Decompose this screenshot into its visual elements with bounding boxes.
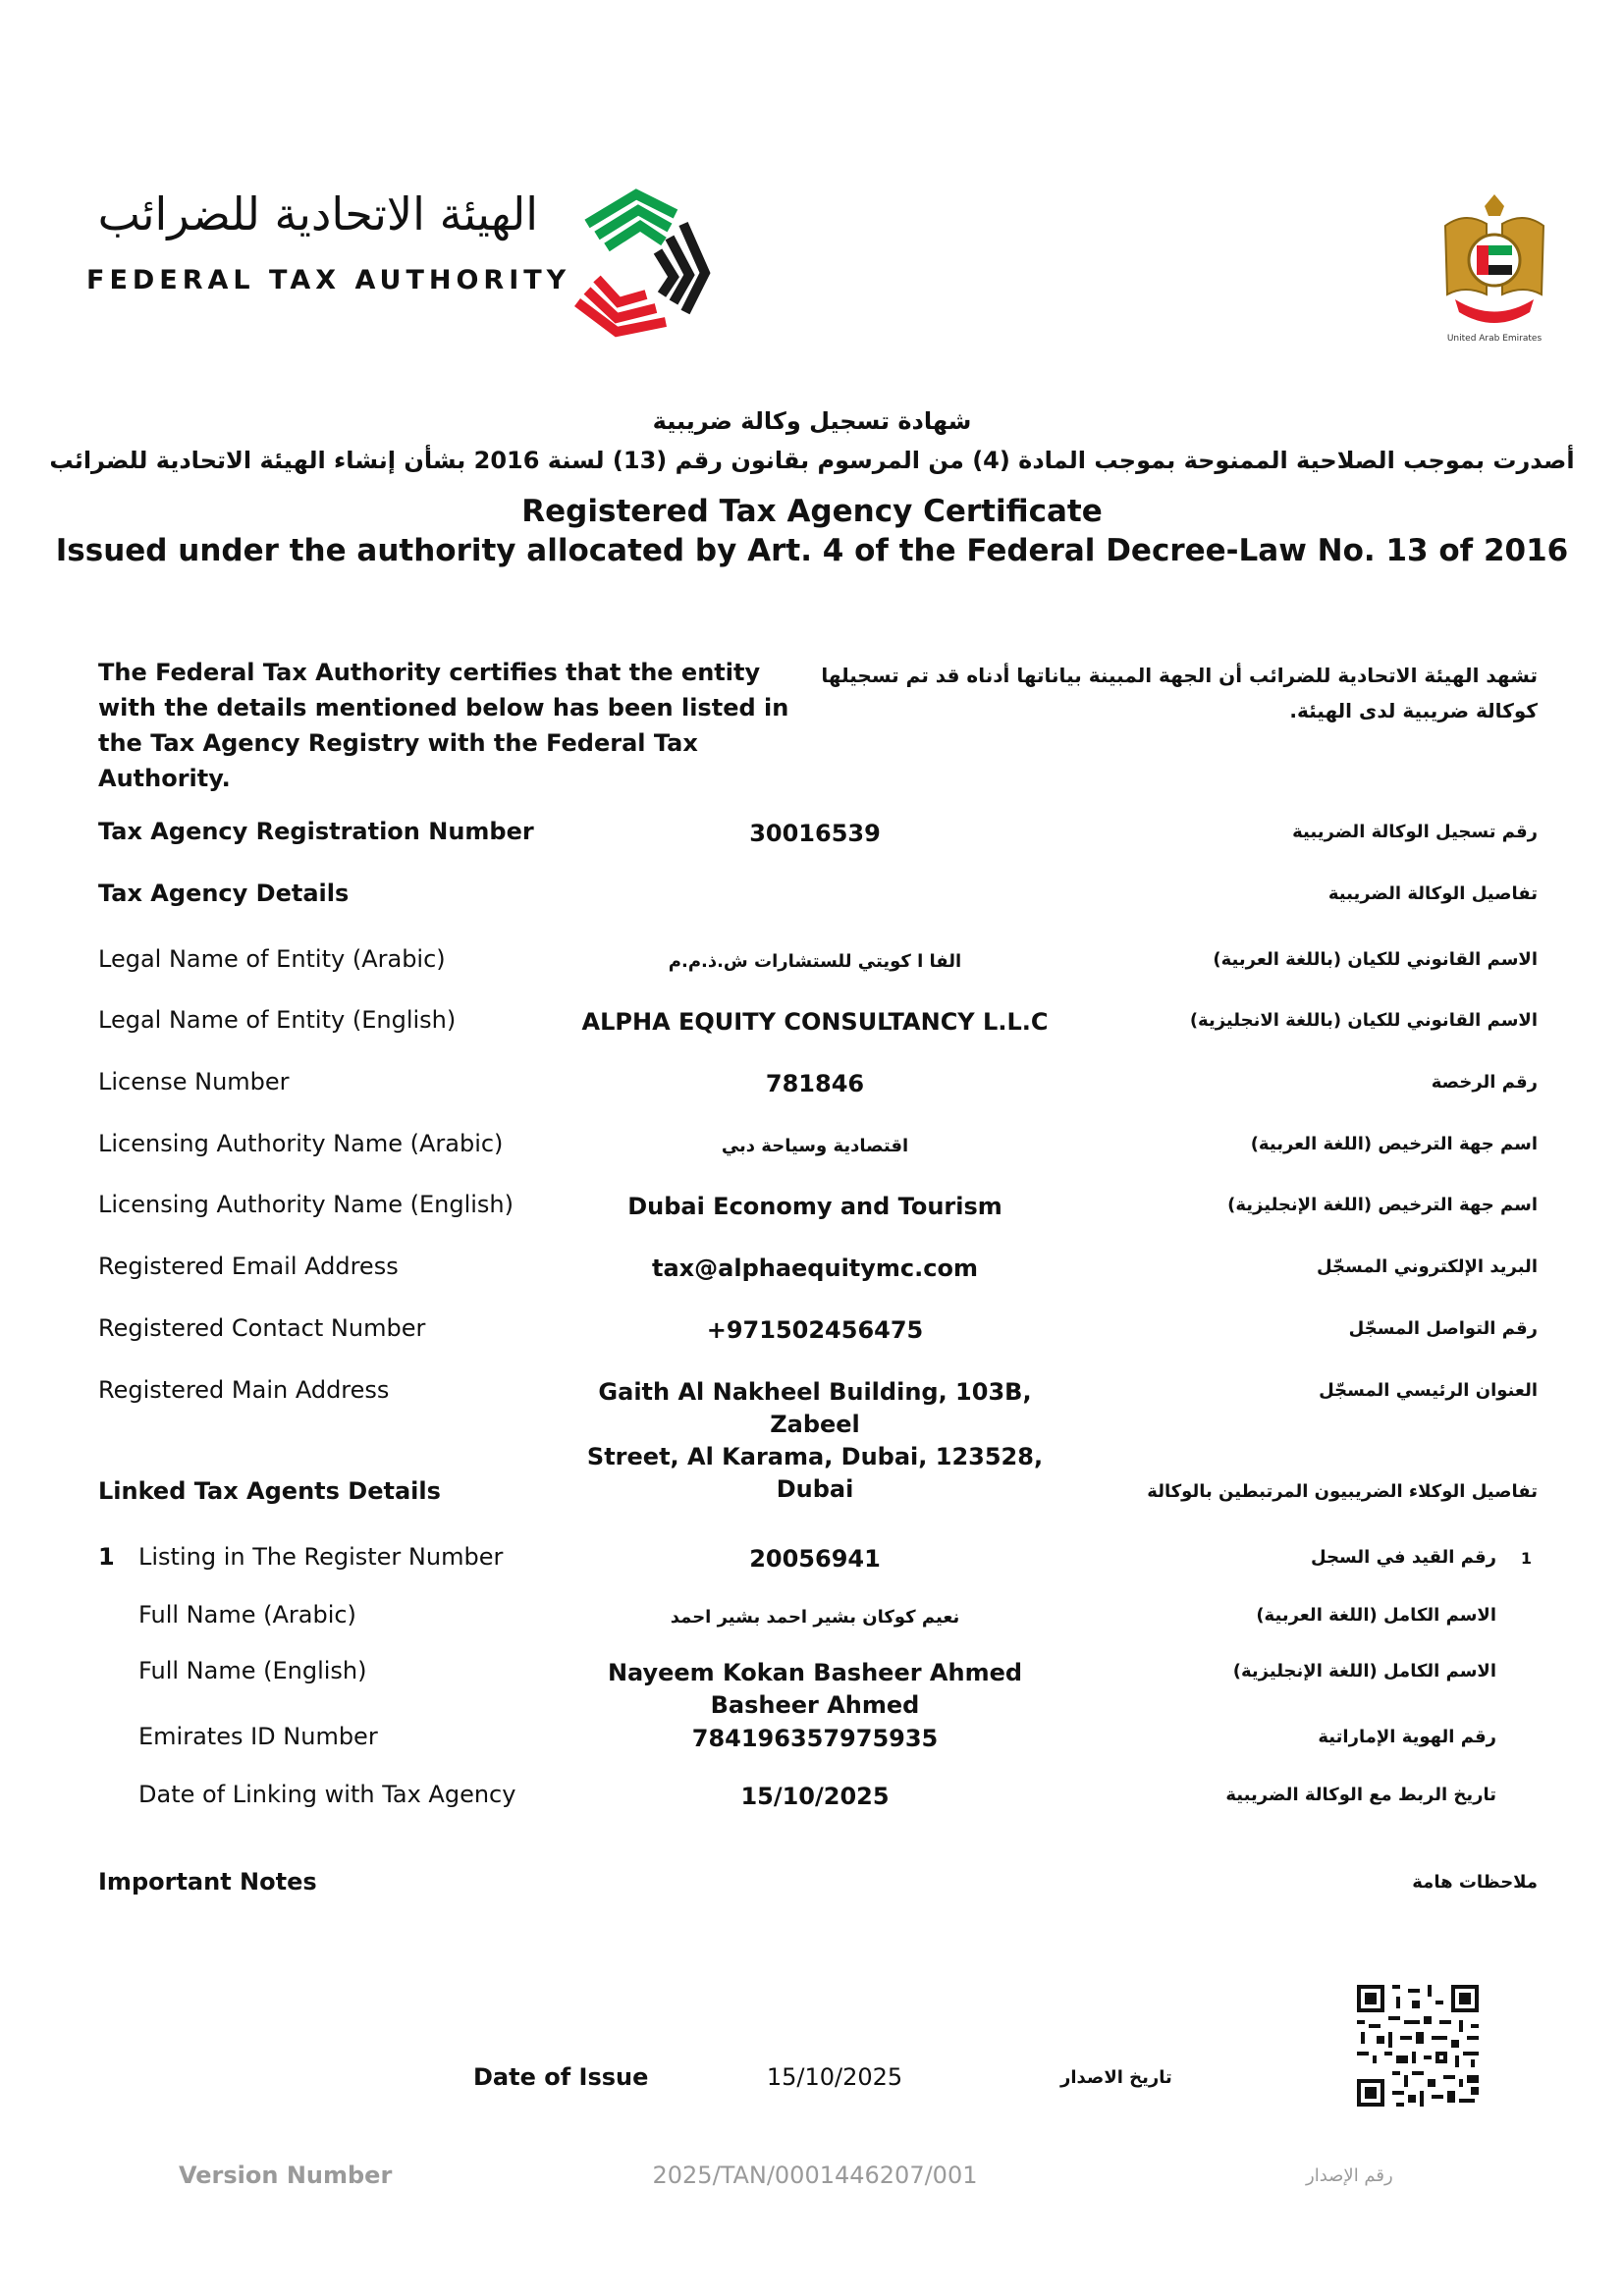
issue-date-label-ar: تاريخ الاصدار xyxy=(1060,2067,1172,2088)
agent-value xyxy=(550,1657,1080,1722)
detail-label-ar: رقم الرخصة xyxy=(1431,1072,1538,1093)
detail-label: Licensing Authority Name (Arabic) xyxy=(98,1130,504,1157)
uae-emblem-icon xyxy=(1435,187,1553,329)
logo-english-text: FEDERAL TAX AUTHORITY xyxy=(86,265,571,295)
version-label-ar: رقم الإصدار xyxy=(1306,2165,1393,2186)
detail-value: ALPHA EQUITY CONSULTANCY L.L.C xyxy=(581,1008,1049,1036)
name-line: Basheer Ahmed xyxy=(710,1691,920,1719)
agent-value: 20056941 xyxy=(749,1545,881,1573)
detail-value: Dubai Economy and Tourism xyxy=(627,1193,1002,1220)
detail-label: Registered Email Address xyxy=(98,1253,399,1280)
agent-value: 784196357975935 xyxy=(691,1725,939,1752)
issue-date-value: 15/10/2025 xyxy=(766,2063,903,2091)
detail-label: Registered Main Address xyxy=(98,1376,390,1404)
logo-arabic-text: الهيئة الاتحادية للضرائب xyxy=(97,187,538,240)
detail-value: tax@alphaequitymc.com xyxy=(652,1255,978,1282)
agent-label: Emirates ID Number xyxy=(138,1723,378,1750)
detail-label: Legal Name of Entity (English) xyxy=(98,1006,457,1034)
agent-label-ar: رقم الهوية الإماراتية xyxy=(1318,1727,1496,1747)
issue-date-label: Date of Issue xyxy=(473,2063,649,2091)
address-value xyxy=(550,1376,1080,1506)
registration-value: 30016539 xyxy=(749,820,881,847)
detail-label-ar: اسم جهة الترخيص (اللغة الإنجليزية) xyxy=(1227,1195,1538,1215)
address-line: Gaith Al Nakheel Building, 103B, Zabeel xyxy=(598,1378,1032,1438)
detail-value: الفا ا كويتي للستشارات ش.ذ.م.م xyxy=(668,951,962,972)
detail-label-ar: رقم التواصل المسجّل xyxy=(1348,1318,1538,1339)
detail-label: Licensing Authority Name (English) xyxy=(98,1191,514,1218)
agent-label-ar: رقم القيد في السجل xyxy=(1311,1547,1496,1568)
notes-heading-ar: ملاحظات هامة xyxy=(1412,1872,1538,1893)
agent-label-ar: الاسم الكامل (اللغة الإنجليزية) xyxy=(1232,1661,1496,1682)
agent-value: 15/10/2025 xyxy=(740,1783,890,1810)
intro-arabic: تشهد الهيئة الاتحادية للضرائب أن الجهة المبينة بياناتها أدناه قد تم تسجيلها كوكالة ضريبية لدى الهيئة. xyxy=(821,664,1538,722)
detail-label: Registered Contact Number xyxy=(98,1314,426,1342)
detail-label-ar: العنوان الرئيسي المسجّل xyxy=(1319,1380,1538,1401)
detail-label: License Number xyxy=(98,1068,290,1095)
qr-code xyxy=(1353,1981,1483,2110)
title-arabic: شهادة تسجيل وكالة ضريبية xyxy=(652,407,972,435)
agency-details-heading: Tax Agency Details xyxy=(98,880,350,907)
agency-details-heading-ar: تفاصيل الوكالة الضريبية xyxy=(1327,883,1538,904)
detail-label-ar: الاسم القانوني للكيان (باللغة الانجليزية) xyxy=(1189,1010,1538,1031)
detail-value: +971502456475 xyxy=(706,1316,924,1344)
detail-label-ar: الاسم القانوني للكيان (باللغة العربية) xyxy=(1213,949,1538,970)
detail-label-ar: البريد الإلكتروني المسجّل xyxy=(1316,1256,1538,1277)
detail-value: 781846 xyxy=(765,1070,865,1097)
qr-code-icon xyxy=(1353,1981,1483,2110)
fta-logo-icon xyxy=(558,185,715,342)
registration-label: Tax Agency Registration Number xyxy=(98,818,534,845)
agent-label: Date of Linking with Tax Agency xyxy=(138,1781,516,1808)
detail-label-ar: اسم جهة الترخيص (اللغة العربية) xyxy=(1250,1134,1538,1154)
linked-agents-heading: Linked Tax Agents Details xyxy=(98,1477,441,1505)
emblem-caption: United Arab Emirates xyxy=(1446,334,1543,344)
version-label: Version Number xyxy=(179,2162,393,2189)
fta-logo xyxy=(86,185,715,312)
version-value: 2025/TAN/0001446207/001 xyxy=(652,2162,978,2189)
intro-english: The Federal Tax Authority certifies that the entity with the details mentioned below has been listed in the Tax Agency Registry with the Federal Tax Authority. xyxy=(98,659,789,792)
subtitle-arabic: أصدرت بموجب الصلاحية الممنوحة بموجب المادة (4) من المرسوم بقانون رقم (13) لسنة 2016 بشأن إنشاء الهيئة الاتحادية للضرائب xyxy=(49,447,1575,474)
agent-label: Listing in The Register Number xyxy=(138,1543,504,1571)
linked-agents-heading-ar: تفاصيل الوكلاء الضريبيون المرتبطين بالوكالة xyxy=(1147,1481,1538,1502)
address-line: Street, Al Karama, Dubai, 123528, xyxy=(586,1443,1044,1470)
address-line: Dubai xyxy=(776,1475,854,1503)
agent-label: Full Name (Arabic) xyxy=(138,1601,356,1629)
agent-label: Full Name (English) xyxy=(138,1657,367,1684)
agent-index: 1 xyxy=(98,1543,115,1571)
title-english: Registered Tax Agency Certificate xyxy=(521,494,1103,529)
subtitle-english: Issued under the authority allocated by Art. 4 of the Federal Decree-Law No. 13 of 2016 xyxy=(55,533,1569,568)
agent-label-ar: الاسم الكامل (اللغة العربية) xyxy=(1256,1605,1496,1626)
agent-label-ar: تاريخ الربط مع الوكالة الضريبية xyxy=(1225,1785,1496,1805)
name-line: Nayeem Kokan Basheer Ahmed xyxy=(607,1659,1023,1686)
registration-label-ar: رقم تسجيل الوكالة الضريبية xyxy=(1292,822,1538,842)
uae-emblem xyxy=(1435,187,1553,351)
detail-value: اقتصادية وسياحة دبي xyxy=(721,1136,909,1156)
notes-heading: Important Notes xyxy=(98,1868,317,1896)
agent-index-ar: 1 xyxy=(1520,1549,1532,1568)
detail-label: Legal Name of Entity (Arabic) xyxy=(98,945,446,973)
agent-value: نعيم كوكان بشير احمد بشير احمد xyxy=(670,1607,960,1628)
